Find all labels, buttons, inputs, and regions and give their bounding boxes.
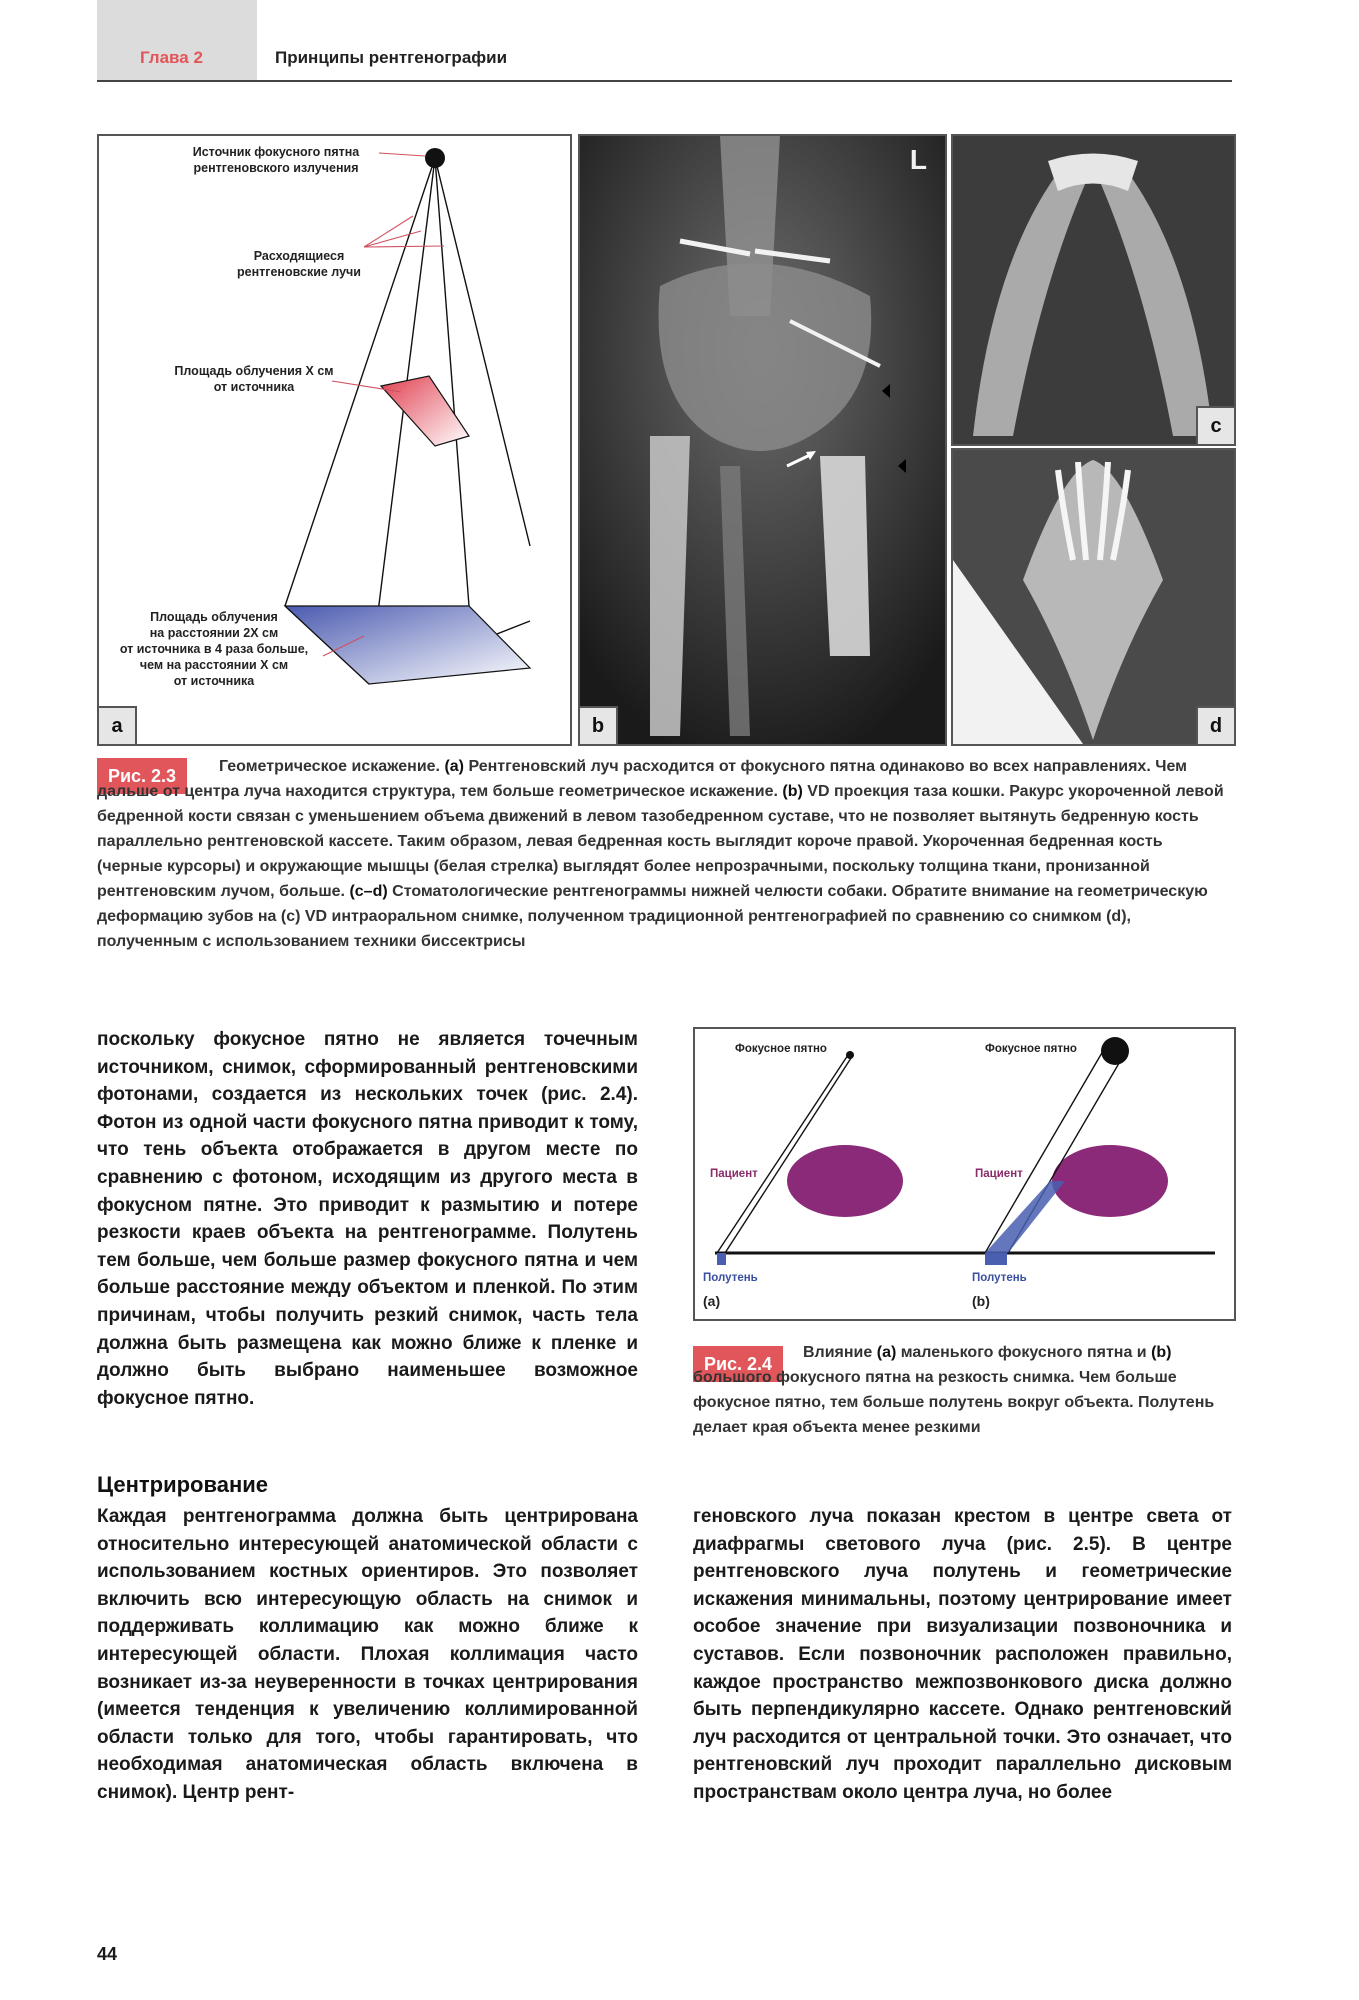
label-area-x: Площадь облучения X см от источника [174,364,334,394]
figure-2-3-panel-a [97,134,572,746]
patient-label-b: Пациент [975,1168,1023,1180]
panel-label-c: c [1196,406,1234,444]
label-area-2x: Площадь облучения на расстоянии 2X см от источника в 4 раза больше, чем на расстоянии X см от источника [119,610,309,688]
diagram-label-a: (a) [703,1293,721,1309]
figure-2-3-caption: Геометрическое искажение. (a) Рентгеновский луч расходится от фокусного пятна одинаково во всех направлениях. Чем дальше от центра луча находится структура, тем больше геометрическое искажение. (b) VD проекция таза кошки. Ракурс укороченной левой бедренной кости связан с уменьшением объема движений в левом тазобедренном суставе, что не позволяет вытянуть бедренную кость параллельно рентгеновской кассете. Таким образом, левая бедренная кость выглядит короче правой. Укороченная бедренная кость (черные курсоры) и окружающие мышцы (белая стрелка) выглядят более непрозрачными, поскольку толщина ткани, пронизанной рентгеновским лучом, больше. (c–d) Стоматологические рентгенограммы нижней челюсти собаки. Обратите внимание на геометрическую деформацию зубов на (c) VD интраоральном снимке, полученном традиционной рентгенографией по сравнению со снимком (d), полученным с использованием техники биссектрисы [97,758,1224,950]
figure-2-4-badge: Рис. 2.4 [693,1346,783,1382]
chapter-tab [97,0,257,80]
penumbra-b [985,1253,1007,1265]
penumbra-diagram [695,1029,1234,1319]
focal-spot-label-b: Фокусное пятно [985,1043,1077,1055]
penumbra-a [717,1253,726,1265]
near-area-plane [381,376,469,446]
penumbra-wedge-b [985,1181,1065,1253]
pelvis-radiograph [580,136,945,744]
patient-label-a: Пациент [710,1168,758,1180]
figure-2-4-caption: Влияние (a) маленького фокусного пятна и (b) большого фокусного пятна на резкость снимка. Чем больше фокусное пятно, тем больше полутень вокруг объекта. Полутень делает края объекта менее резкими [693,1344,1215,1436]
patient-a [787,1145,903,1217]
penumbra-label-b: Полутень [972,1272,1027,1284]
figure-2-3-panel-c [951,134,1236,446]
section-heading-centering: Центрирование [97,1472,268,1497]
figure-2-3-badge: Рис. 2.3 [97,758,187,794]
body-paragraph-2: Каждая рентгенограмма должна быть центрирована относительно интересующей анатомической области с использованием костных ориентиров. Это позволяет включить всю интересующую область на снимок и поддерживать коллимацию как можно ближе к интересующей области. Плохая коллимация часто возникает из-за неуверенности в точках центрирования (имеется тенденция к увеличению коллимированной области только для того, чтобы гарантировать, что необходимая анатомическая область включена в снимок). Центр рент- [97,1506,638,1803]
panel-label-b: b [580,706,618,744]
mandible-radiograph-c [953,136,1234,444]
running-title: Принципы рентгенографии [275,48,508,67]
diagram-label-b: (b) [972,1293,990,1309]
patient-b [1052,1145,1168,1217]
body-paragraph-1: поскольку фокусное пятно не является точечным источником, снимок, сформированный рентгеновскими фотонами, создается из нескольких точек (рис. 2.4). Фотон из одной части фокусного пятна приводит к тому, что тень объекта отображается в другом месте по сравнению с фотоном, исходящим из другого места в фокусном пятне. Это приводит к размытию и потере резкости краев объекта на рентгенограмме. Полутень тем больше, чем больше размер фокусного пятна и чем больше расстояние между объектом и пленкой. По этим причинам, чтобы получить резкий снимок, часть тела должна быть размещена как можно ближе к пленке и должно быть выбрано наименьшее возможное фокусное пятно. [97,1029,638,1409]
panel-label-a: a [99,706,137,744]
side-marker: L [909,144,927,175]
panel-label-d: d [1196,706,1234,744]
page-number: 44 [97,1944,118,1964]
body-paragraph-3: геновского луча показан крестом в центре света от диафрагмы светового луча (рис. 2.5). В центре рентгеновского луча полутень и геометрические искажения минимальны, поэтому центрирование имеет особое значение при визуализации позвоночника и суставов. Если позвоночник расположен правильно, каждое пространство межпозвонкового диска должно быть перпендикулярно кассете. Однако рентгеновский луч расходится от центральной точки. Это означает, что рентгеновский луч проходит параллельно дисковым пространствам около центра луча, но более [693,1506,1232,1803]
focal-spot-dot [425,148,445,168]
label-rays: Расходящиеся рентгеновские лучи [237,249,361,279]
header-rule [97,80,1232,82]
label-source: Источник фокусного пятна рентгеновского излучения [192,145,360,175]
penumbra-label-a: Полутень [703,1272,758,1284]
focal-spot-label-a: Фокусное пятно [735,1043,827,1055]
figure-2-3-panel-b [578,134,947,746]
figure-2-3-panel-d [951,448,1236,746]
chapter-label: Глава 2 [140,48,203,67]
figure-2-4-diagram [693,1027,1236,1321]
mandible-radiograph-d [953,450,1234,744]
